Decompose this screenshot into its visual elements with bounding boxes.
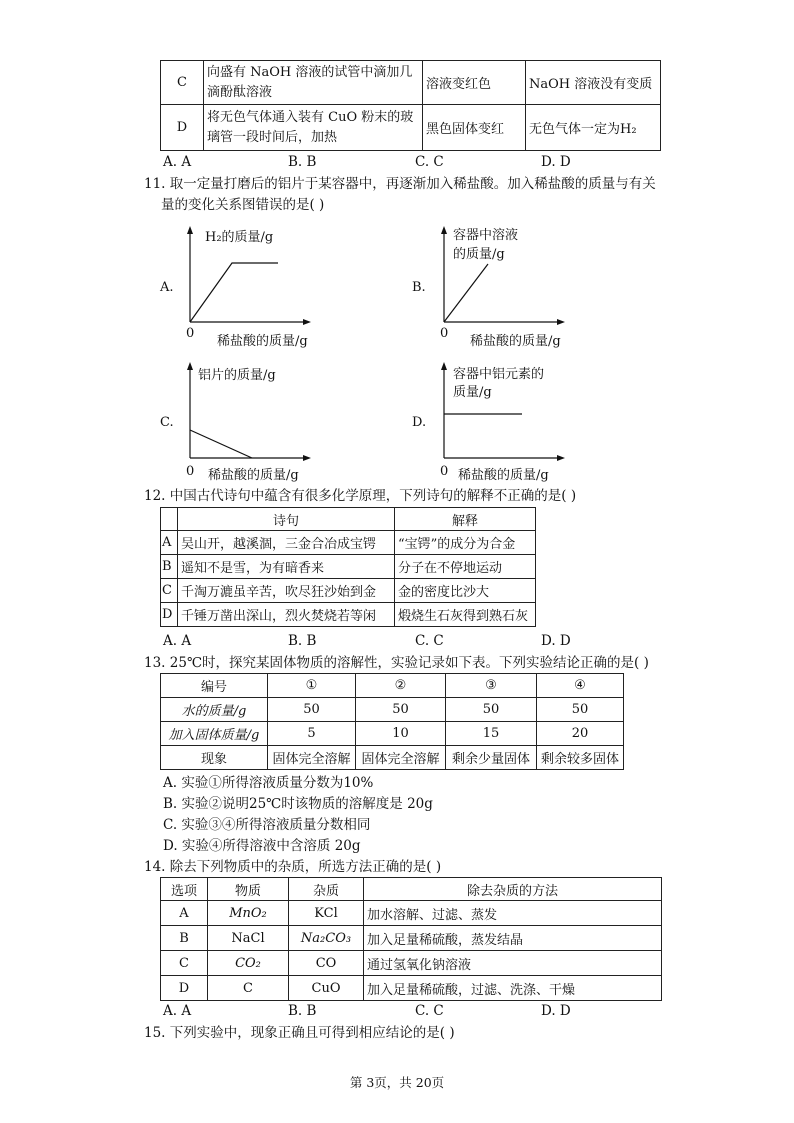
q14-impurity: KCl: [289, 901, 364, 926]
q12-explanation: 煅烧生石灰得到熟石灰: [395, 603, 536, 627]
x-axis-arrow: [303, 455, 311, 461]
option-d[interactable]: D. 实验④所得溶液中含溶质 20g: [163, 838, 361, 854]
q12-row-label: B: [161, 555, 178, 579]
q10-operation-line2: 璃管一段时间后，加热: [207, 129, 338, 145]
option-a[interactable]: A. A: [163, 1003, 192, 1019]
q13-cell: 5: [268, 722, 356, 746]
q13-header-id: 编号: [161, 674, 268, 698]
q13-row-label: 现象: [161, 746, 268, 770]
q13-cell: 固体完全溶解: [356, 746, 446, 770]
option-c[interactable]: C. C: [415, 154, 444, 170]
graph-b-letter[interactable]: B.: [412, 280, 426, 295]
q14-header-option: 选项: [161, 878, 208, 901]
q14-method: 加入足量稀硫酸，蒸发结晶: [364, 926, 662, 951]
q14-row-label: C: [161, 951, 208, 976]
table-row: [161, 603, 536, 627]
option-b[interactable]: B. 实验②说明25℃时该物质的溶解度是 20g: [163, 796, 433, 812]
table-row: [161, 698, 624, 722]
graph-a-xlabel: 稀盐酸的质量/g: [217, 334, 308, 349]
q14-substance: MnO₂: [208, 901, 289, 926]
y-axis-arrow: [187, 226, 193, 234]
graph-b-curve: [444, 264, 488, 322]
q13-cell: 剩余较多固体: [537, 746, 624, 770]
q10-operation-line1: 将无色气体通入装有 CuO 粉末的玻: [207, 109, 414, 125]
graph-b-xlabel: 稀盐酸的质量/g: [470, 334, 561, 349]
q12-header-poem: 诗句: [178, 508, 395, 531]
q12-poem: 吴山开，越溪涸，三金合冶成宝锷: [178, 531, 395, 555]
q14-header-impurity: 杂质: [289, 878, 364, 901]
q14-impurity: CuO: [289, 976, 364, 1001]
q14-row-label: D: [161, 976, 208, 1001]
q10-row-label: C: [161, 61, 204, 105]
q14-row-label: B: [161, 926, 208, 951]
q12-explanation: “宝锷”的成分为合金: [395, 531, 536, 555]
q12-explanation: 分子在不停地运动: [395, 555, 536, 579]
option-c[interactable]: C. 实验③④所得溶液质量分数相同: [163, 817, 371, 833]
q15-stem: 15. 下列实验中，现象正确且可得到相应结论的是( ): [144, 1025, 455, 1041]
q13-cell: 10: [356, 722, 446, 746]
q10-conclusion: 无色气体一定为H₂: [526, 105, 661, 151]
table-row: [161, 555, 536, 579]
option-c[interactable]: C. C: [415, 633, 444, 649]
q13-cell: 15: [446, 722, 537, 746]
q12-header-explain: 解释: [395, 508, 536, 531]
table-row: [161, 951, 662, 976]
q13-row-label: 加入固体质量/g: [161, 722, 268, 746]
q14-method: 通过氢氧化钠溶液: [364, 951, 662, 976]
graph-c-curve: [190, 430, 252, 458]
option-b[interactable]: B. B: [288, 154, 317, 170]
q11-stem: [144, 174, 664, 216]
graph-d-letter[interactable]: D.: [412, 415, 427, 430]
table-row: [161, 878, 662, 901]
graph-b-ylabel-line1: 容器中溶液: [453, 228, 519, 243]
table-row: [161, 508, 536, 531]
q14-impurity: Na₂CO₃: [289, 926, 364, 951]
q12-poem: 千锤万凿出深山，烈火焚烧若等闲: [178, 603, 395, 627]
table-row: [161, 746, 624, 770]
y-axis-arrow: [441, 362, 447, 370]
q12-poem: 千淘万漉虽辛苦，吹尽狂沙始到金: [178, 579, 395, 603]
option-a[interactable]: A. A: [163, 154, 192, 170]
option-d[interactable]: D. D: [541, 154, 571, 170]
table-row: [161, 61, 661, 105]
option-a[interactable]: A. 实验①所得溶液质量分数为10%: [163, 775, 374, 791]
q10-table: [160, 60, 661, 151]
q14-table: [160, 877, 662, 1001]
graph-a-letter[interactable]: A.: [160, 280, 174, 295]
option-b[interactable]: B. B: [288, 633, 317, 649]
q11-stem-line2: 量的变化关系图错误的是( ): [161, 197, 325, 213]
q13-header-3: ③: [446, 674, 537, 698]
q13-options: [163, 773, 433, 857]
q13-cell: 剩余少量固体: [446, 746, 537, 770]
q12-header-blank: [161, 508, 178, 531]
q13-header-1: ①: [268, 674, 356, 698]
option-d[interactable]: D. D: [541, 1003, 571, 1019]
graph-d-ylabel-line1: 容器中铝元素的: [453, 367, 545, 382]
graph-b-origin: 0: [440, 326, 449, 341]
q14-method: 加水溶解、过滤、蒸发: [364, 901, 662, 926]
table-row: [161, 722, 624, 746]
page-footer: 第 3页，共 20页: [349, 1075, 445, 1090]
q14-header-substance: 物质: [208, 878, 289, 901]
q12-table: [160, 507, 536, 627]
q12-stem: 12. 中国古代诗句中蕴含有很多化学原理，下列诗句的解释不正确的是( ): [144, 488, 577, 504]
table-row: [161, 105, 661, 151]
q10-row-label: D: [161, 105, 204, 151]
x-axis-arrow: [557, 455, 565, 461]
graph-d-ylabel-line2: 质量/g: [453, 385, 492, 400]
table-row: [161, 901, 662, 926]
q14-substance: C: [208, 976, 289, 1001]
q13-header-4: ④: [537, 674, 624, 698]
q14-options: [163, 1003, 623, 1021]
table-row: [161, 579, 536, 603]
q12-explanation: 金的密度比沙大: [395, 579, 536, 603]
y-axis-arrow: [441, 226, 447, 234]
graph-c-xlabel: 稀盐酸的质量/g: [208, 468, 299, 483]
q14-substance: NaCl: [208, 926, 289, 951]
q14-header-method: 除去杂质的方法: [364, 878, 662, 901]
q13-cell: 50: [446, 698, 537, 722]
q13-cell: 20: [537, 722, 624, 746]
graph-d-origin: 0: [440, 464, 449, 479]
q13-cell: 50: [537, 698, 624, 722]
q14-substance: CO₂: [208, 951, 289, 976]
q14-row-label: A: [161, 901, 208, 926]
x-axis-arrow: [557, 319, 565, 325]
q11-stem-line1: 11. 取一定量打磨后的铝片于某容器中，再逐渐加入稀盐酸。加入稀盐酸的质量与有关: [144, 176, 656, 192]
q10-operation-line1: 向盛有 NaOH 溶液的试管中滴加几: [207, 64, 413, 80]
q10-conclusion: NaOH 溶液没有变质: [526, 61, 661, 105]
graph-a-ylabel: H₂的质量/g: [205, 230, 274, 245]
graph-a-curve: [190, 263, 278, 322]
q14-stem: 14. 除去下列物质中的杂质，所选方法正确的是( ): [144, 859, 442, 875]
q12-row-label: A: [161, 531, 178, 555]
q10-operation-line2: 滴酚酞溶液: [207, 84, 273, 100]
q14-impurity: CO: [289, 951, 364, 976]
q12-options: [163, 633, 623, 651]
q10-phenomenon: 溶液变红色: [423, 61, 526, 105]
table-row: [161, 976, 662, 1001]
table-row: [161, 531, 536, 555]
option-a[interactable]: A. A: [163, 633, 192, 649]
q13-row-label: 水的质量/g: [161, 698, 268, 722]
q12-poem: 遥知不是雪，为有暗香来: [178, 555, 395, 579]
q14-method: 加入足量稀硫酸，过滤、洗涤、干燥: [364, 976, 662, 1001]
graph-c-origin: 0: [186, 464, 195, 479]
q13-header-2: ②: [356, 674, 446, 698]
q10-options: [163, 154, 623, 172]
q13-cell: 固体完全溶解: [268, 746, 356, 770]
option-b[interactable]: B. B: [288, 1003, 317, 1019]
q13-cell: 50: [356, 698, 446, 722]
option-c[interactable]: C. C: [415, 1003, 444, 1019]
q12-row-label: D: [161, 603, 178, 627]
table-row: [161, 926, 662, 951]
q13-cell: 50: [268, 698, 356, 722]
q13-table: [160, 673, 624, 770]
q12-row-label: C: [161, 579, 178, 603]
q10-phenomenon: 黑色固体变红: [423, 105, 526, 151]
graph-a-origin: 0: [186, 326, 195, 341]
graph-c-letter[interactable]: C.: [160, 415, 174, 430]
table-row: [161, 674, 624, 698]
graph-c-ylabel: 铝片的质量/g: [198, 368, 276, 383]
graph-d-xlabel: 稀盐酸的质量/g: [458, 468, 549, 483]
graph-b-ylabel-line2: 的质量/g: [453, 247, 505, 262]
option-d[interactable]: D. D: [541, 633, 571, 649]
q13-stem: 13. 25℃时，探究某固体物质的溶解性，实验记录如下表。下列实验结论正确的是( ): [144, 655, 649, 671]
x-axis-arrow: [303, 319, 311, 325]
y-axis-arrow: [187, 362, 193, 370]
